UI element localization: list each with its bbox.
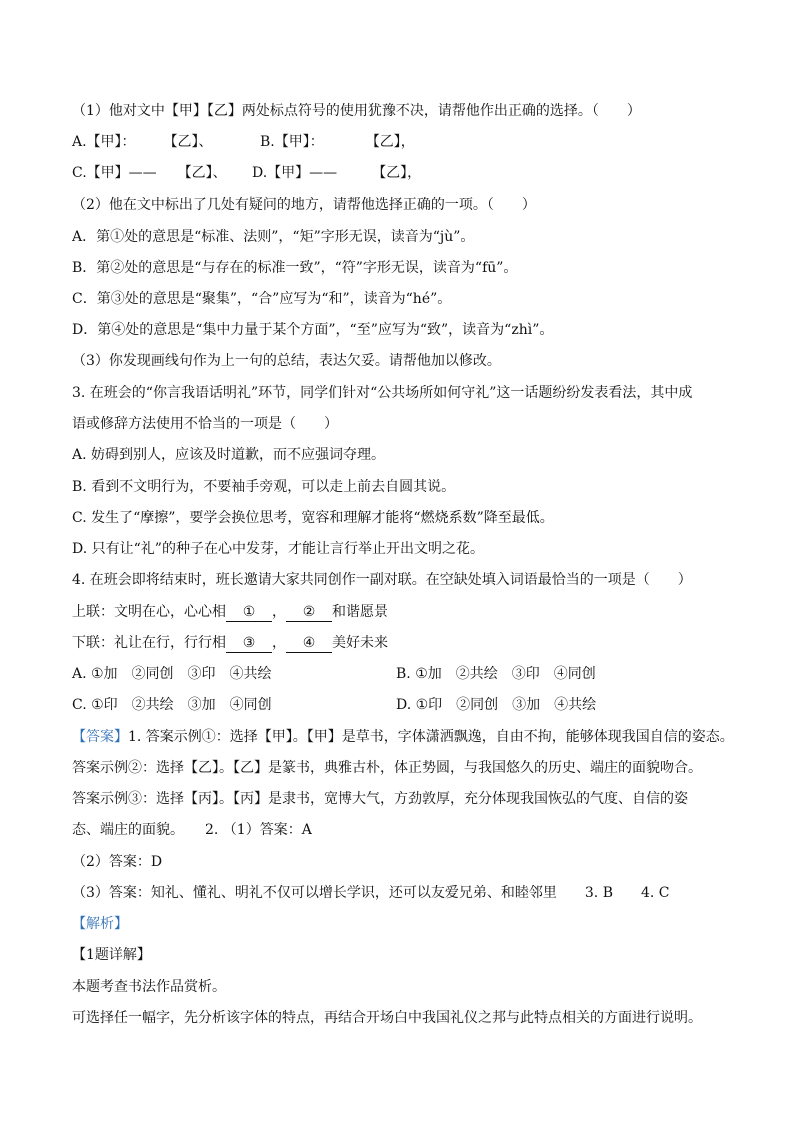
q2-sub1-option-d: D.【甲】—— 【乙】， (252, 165, 422, 181)
q4-lower-suffix: 美好未来 (332, 635, 388, 651)
q2-sub1-option-c: C.【甲】—— 【乙】、 (72, 165, 227, 181)
q2-sub2-option-b: B．第②处的意思是“与存在的标准一致”，“符”字形无误，读音为“fū”。 (72, 260, 518, 276)
analysis-line1: 本题考查书法作品赏析。 (72, 979, 226, 995)
analysis-tag: 【解析】 (72, 916, 128, 932)
q3-option-a: A. 妨碍到别人，应该及时道歉，而不应强词夺理。 (72, 447, 386, 463)
q4-upper-couplet (72, 601, 754, 623)
analysis-line2: 可选择任一幅字，先分析该字体的特点，再结合开场白中我国礼仪之邦与此特点相关的方面进行说明。 (72, 1010, 702, 1026)
q4-lower-couplet (72, 632, 754, 654)
answer-line1 (72, 726, 754, 748)
answer-line2: 答案示例②：选择【乙】。【乙】是篆书，典雅古朴，体正势圆，与我国悠久的历史、端庄的面貌吻合。 (72, 760, 702, 776)
answer-tag: 【答案】 (72, 729, 128, 745)
q4-upper-sep: ， (272, 604, 286, 620)
answer-line5: （2）答案：D (72, 854, 163, 870)
answer-line6: （3）答案：知礼、懂礼、明礼不仅可以增长学识，还可以友爱兄弟、和睦邻里 3. B 4. C (72, 885, 670, 901)
q4-blank-3: ③ (226, 634, 272, 653)
q3-option-d: D. 只有让“礼”的种子在心中发芽，才能让言行举止开出文明之花。 (72, 541, 484, 557)
answer-line4: 态、端庄的面貌。 2. （1）答案：A (72, 822, 312, 838)
q4-options-row1 (72, 663, 754, 685)
q2-sub1-option-a: A.【甲】： 【乙】、 (72, 134, 213, 150)
q2-sub2-option-a: A．第①处的意思是“标准、法则”，“矩”字形无误，读音为“jù”。 (72, 229, 475, 245)
analysis-subtitle: 【1题详解】 (72, 947, 151, 963)
q4-blank-1: ① (226, 603, 272, 622)
q4-options-row2 (72, 694, 754, 716)
answer-line3: 答案示例③：选择【丙】。【丙】是隶书，宽博大气，方劲敦厚，充分体现我国恢弘的气度、自信的姿 (72, 791, 688, 807)
q4-option-d: D. ①印 ②同创 ③加 ④共绘 (396, 697, 597, 713)
q3-stem-line2: 语或修辞方法使用不恰当的一项是（ ） (72, 416, 338, 432)
q2-sub2-option-c: C．第③处的意思是“聚集”，“合”应写为“和”，读音为“hé”。 (72, 291, 452, 307)
q4-option-b: B. ①加 ②共绘 ③印 ④同创 (396, 666, 596, 682)
q4-lower-sep: ， (272, 635, 286, 651)
q2-sub3: （3）你发现画线句作为上一句的总结，表达欠妥。请帮他加以修改。 (72, 353, 501, 369)
q4-lower-prefix: 下联：礼让在行，行行相 (72, 635, 226, 651)
q4-upper-suffix: 和谐愿景 (332, 604, 388, 620)
q3-stem-line1: 3. 在班会的“你言我语话明礼”环节，同学们针对“公共场所如何守礼”这一话题纷纷发表看法，其中成 (72, 385, 693, 401)
q4-stem: 4. 在班会即将结束时，班长邀请大家共同创作一副对联。在空缺处填入词语最恰当的一项是（ ） (72, 572, 692, 588)
q4-option-a: A. ①加 ②同创 ③印 ④共绘 (72, 666, 272, 682)
q2-sub1-option-b: B.【甲】： 【乙】， (260, 134, 415, 150)
q2-sub1: （1）他对文中【甲】【乙】两处标点符号的使用犹豫不决，请帮他作出正确的选择。（ ） (72, 103, 641, 119)
q2-sub1-options-row2 (72, 162, 754, 184)
q2-sub2-option-d: D．第④处的意思是“集中力量于某个方面”，“至”应写为“致”，读音为“zhì”。 (72, 322, 554, 338)
q3-option-b: B. 看到不文明行为，不要袖手旁观，可以走上前去自圆其说。 (72, 479, 456, 495)
q4-option-c: C. ①印 ②共绘 ③加 ④同创 (72, 697, 272, 713)
q4-blank-2: ② (286, 603, 332, 622)
q3-option-c: C. 发生了“摩擦”，要学会换位思考，宽容和理解才能将“燃烧系数”降至最低。 (72, 510, 554, 526)
q4-upper-prefix: 上联：文明在心，心心相 (72, 604, 226, 620)
q2-sub1-options-row1 (72, 131, 754, 153)
answer-text-1: 1. 答案示例①：选择【甲】。【甲】是草书，字体潇洒飘逸，自由不拘，能够体现我国自信的姿态。 (128, 729, 734, 745)
q2-sub2: （2）他在文中标出了几处有疑问的地方，请帮他选择正确的一项。（ ） (72, 197, 536, 213)
q4-blank-4: ④ (286, 634, 332, 653)
